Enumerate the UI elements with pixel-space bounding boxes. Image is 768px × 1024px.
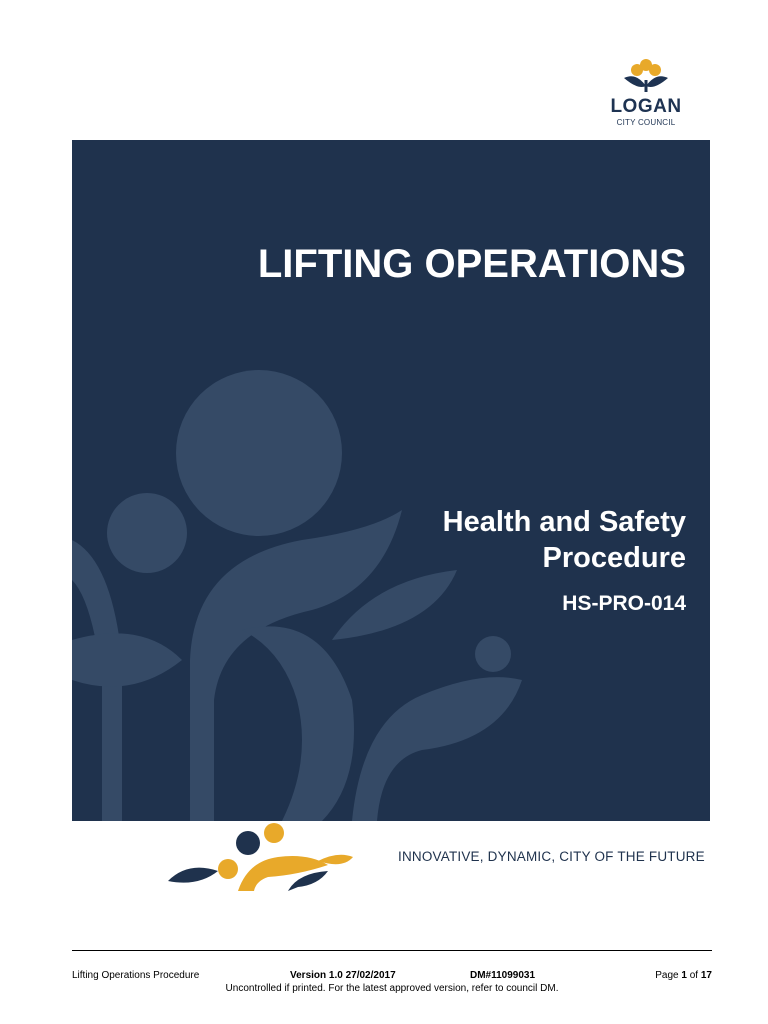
cover-panel: [72, 140, 710, 821]
document-code: HS-PRO-014: [562, 592, 686, 615]
footer-page-number: [655, 970, 712, 981]
document-title: LIFTING OPERATIONS: [257, 242, 686, 286]
logan-logo: [606, 56, 686, 130]
page-of: of: [689, 970, 699, 981]
logo-name: LOGAN: [610, 96, 682, 117]
subtitle-line-2: Procedure: [542, 542, 686, 574]
subtitle-line-1: Health and Safety: [442, 506, 686, 538]
page-current: 1: [681, 970, 687, 981]
footer-version: Version 1.0 27/02/2017: [290, 970, 396, 981]
footer-dm-number: DM#11099031: [470, 970, 536, 981]
footer-document-name: Lifting Operations Procedure: [72, 970, 200, 981]
page-label: Page: [655, 970, 679, 981]
footer-uncontrolled-note: Uncontrolled if printed. For the latest approved version, refer to council DM.: [225, 983, 559, 994]
tagline-band: [72, 821, 710, 891]
band-leaf-decoration: [168, 821, 368, 891]
logo-emblem-icon: [616, 56, 676, 94]
document-subtitle: [366, 504, 686, 576]
page-total: 17: [700, 970, 712, 981]
footer-divider: [72, 950, 712, 951]
logo-subtitle: CITY COUNCIL: [616, 118, 676, 127]
tagline: INNOVATIVE, DYNAMIC, CITY OF THE FUTURE: [398, 849, 705, 864]
